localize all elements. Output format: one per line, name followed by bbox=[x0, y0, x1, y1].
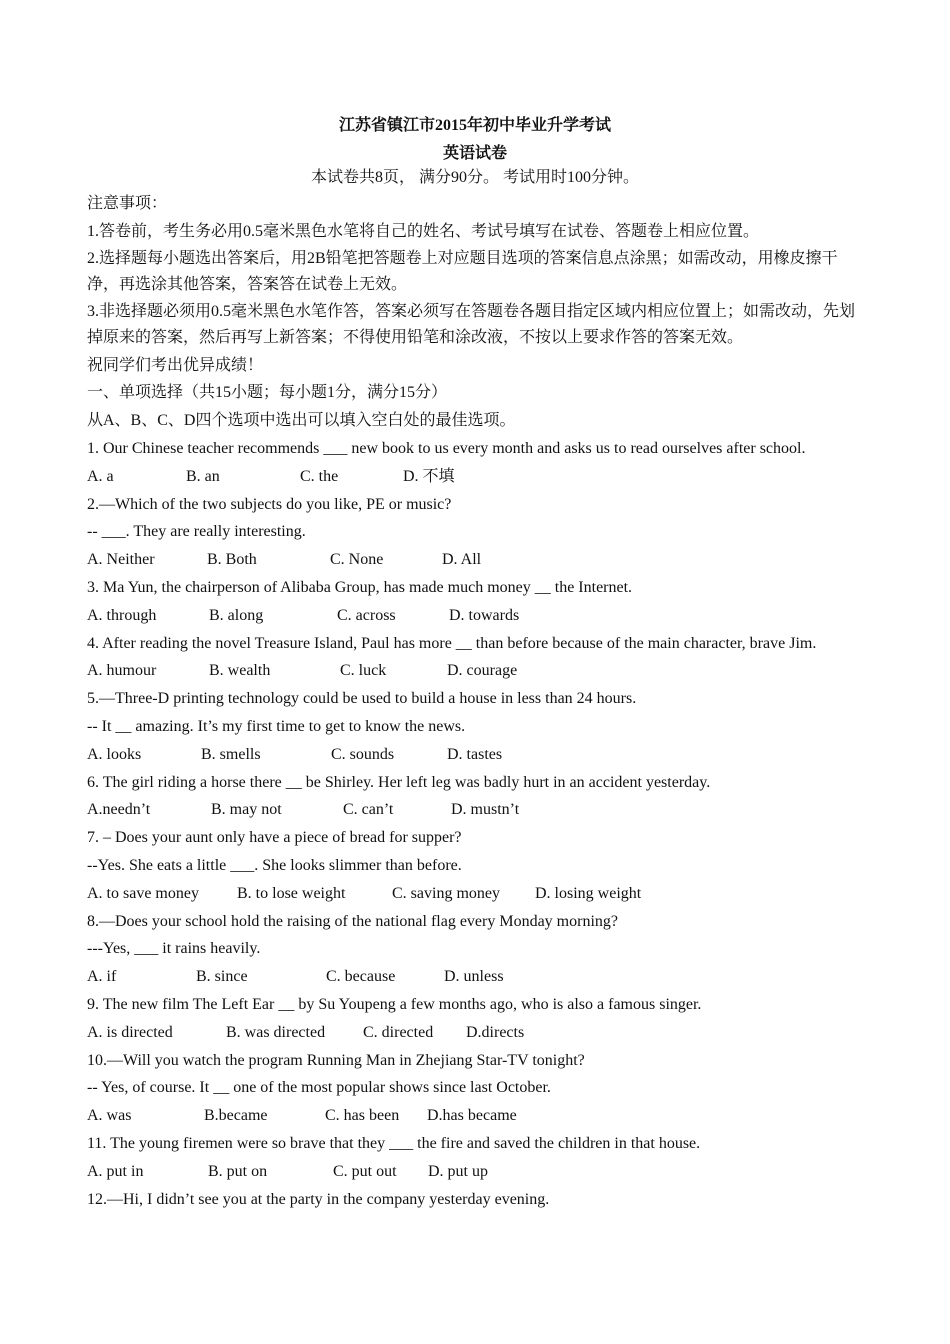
question-6-stem: 6. The girl riding a horse there __ be Shirley. Her left leg was badly hurt in an accident yesterday. bbox=[87, 773, 711, 791]
notice-item-1: 1.答卷前，考生务必用0.5毫米黑色水笔将自己的姓名、考试号填写在试卷、答题卷上相应位置。 bbox=[87, 222, 760, 240]
section1-heading: 一、单项选择（共15小题；每小题1分，满分15分） bbox=[87, 384, 448, 402]
question-8-options bbox=[87, 963, 865, 991]
option-c: C. directed bbox=[363, 1023, 434, 1041]
question-10-options bbox=[87, 1102, 865, 1130]
option-a: A.needn’t bbox=[87, 801, 151, 819]
question-2-stem: 2.—Which of the two subjects do you like, PE or music? bbox=[87, 495, 452, 513]
option-a: A. if bbox=[87, 968, 117, 986]
option-b: B. an bbox=[186, 467, 220, 485]
option-b: B. smells bbox=[201, 745, 261, 763]
question-7-stem: 7. – Does your aunt only have a piece of bread for supper? bbox=[87, 829, 462, 847]
option-b: B. since bbox=[196, 968, 248, 986]
question-5-reply: -- It __ amazing. It’s my first time to get to know the news. bbox=[87, 717, 466, 735]
question-2-reply: -- ___. They are really interesting. bbox=[87, 523, 306, 541]
option-a: A. was bbox=[87, 1107, 132, 1125]
option-d: D. courage bbox=[447, 662, 518, 680]
question-4-options bbox=[87, 657, 865, 685]
question-10-reply: -- Yes, of course. It __ one of the most popular shows since last October. bbox=[87, 1079, 551, 1097]
option-d: D.directs bbox=[466, 1023, 525, 1041]
question-9-options bbox=[87, 1019, 865, 1047]
option-d: D. tastes bbox=[447, 745, 503, 763]
question-3-options bbox=[87, 602, 865, 630]
option-a: A. through bbox=[87, 606, 157, 624]
exam-title: 江苏省镇江市2015年初中毕业升学考试 bbox=[338, 117, 611, 134]
option-c: C. has been bbox=[325, 1107, 400, 1125]
option-d: D.has became bbox=[427, 1107, 517, 1125]
notice-item-2: 2.选择题每小题选出答案后，用2B铅笔把答题卷上对应题目选项的答案信息点涂黑；如需改动，用橡皮擦干净，再选涂其他答案，答案答在试卷上无效。 bbox=[87, 249, 838, 294]
option-a: A. is directed bbox=[87, 1023, 173, 1041]
question-2-options bbox=[87, 546, 865, 574]
question-7-options bbox=[87, 880, 865, 908]
option-b: B. may not bbox=[211, 801, 282, 819]
notice-heading: 注意事项： bbox=[87, 195, 168, 212]
option-d: D. towards bbox=[449, 606, 520, 624]
option-c: C. put out bbox=[333, 1162, 397, 1180]
exam-subtitle: 英语试卷 bbox=[442, 145, 507, 162]
option-b: B.became bbox=[204, 1107, 268, 1125]
option-b: B. put on bbox=[208, 1162, 268, 1180]
question-12-stem: 12.—Hi, I didn’t see you at the party in the company yesterday evening. bbox=[87, 1190, 550, 1208]
option-a: A. a bbox=[87, 467, 114, 485]
question-7-reply: --Yes. She eats a little ___. She looks slimmer than before. bbox=[87, 856, 462, 874]
question-10-stem: 10.—Will you watch the program Running Man in Zhejiang Star-TV tonight? bbox=[87, 1051, 585, 1069]
option-c: C. None bbox=[330, 551, 384, 569]
notice-wish: 祝同学们考出优异成绩！ bbox=[87, 356, 264, 374]
option-c: C. across bbox=[337, 606, 396, 624]
exam-info: 本试卷共8页， 满分90分。 考试用时100分钟。 bbox=[310, 169, 639, 186]
question-1-stem: 1. Our Chinese teacher recommends ___ new book to us every month and asks us to read ourselves after school. bbox=[87, 439, 806, 457]
option-b: B. was directed bbox=[226, 1023, 326, 1041]
option-c: C. luck bbox=[340, 662, 387, 680]
option-c: C. sounds bbox=[331, 745, 395, 763]
question-5-stem: 5.—Three-D printing technology could be used to build a house in less than 24 hours. bbox=[87, 690, 637, 708]
question-9-stem: 9. The new film The Left Ear __ by Su Youpeng a few months ago, who is also a famous singer. bbox=[87, 995, 702, 1013]
option-d: D. losing weight bbox=[535, 884, 642, 902]
option-b: B. wealth bbox=[209, 662, 271, 680]
option-b: B. to lose weight bbox=[237, 884, 346, 902]
option-d: D. All bbox=[442, 551, 482, 569]
option-a: A. Neither bbox=[87, 551, 155, 569]
option-c: C. because bbox=[326, 968, 396, 986]
question-4-stem: 4. After reading the novel Treasure Island, Paul has more __ than before because of the main character, brave Jim. bbox=[87, 634, 817, 652]
option-c: C. the bbox=[300, 467, 339, 485]
option-a: A. put in bbox=[87, 1162, 144, 1180]
option-d: D. put up bbox=[428, 1162, 488, 1180]
option-a: A. humour bbox=[87, 662, 157, 680]
question-8-reply: ---Yes, ___ it rains heavily. bbox=[87, 940, 261, 958]
section1-instruction: 从A、B、C、D四个选项中选出可以填入空白处的最佳选项。 bbox=[87, 412, 516, 430]
notice-item-3: 3.非选择题必须用0.5毫米黑色水笔作答，答案必须写在答题卷各题目指定区域内相应位置上；如需改动，先划掉原来的答案，然后再写上新答案；不得使用铅笔和涂改液，不按以上要求作答的答案无效。 bbox=[87, 302, 856, 347]
question-3-stem: 3. Ma Yun, the chairperson of Alibaba Group, has made much money __ the Internet. bbox=[87, 578, 633, 596]
option-a: A. looks bbox=[87, 745, 142, 763]
question-1-options bbox=[87, 463, 865, 491]
question-8-stem: 8.—Does your school hold the raising of the national flag every Monday morning? bbox=[87, 912, 618, 930]
option-d: D. unless bbox=[444, 968, 504, 986]
option-a: A. to save money bbox=[87, 884, 199, 902]
option-d: D. mustn’t bbox=[451, 801, 520, 819]
option-c: C. saving money bbox=[392, 884, 500, 902]
option-d: D. 不填 bbox=[403, 467, 455, 485]
question-11-options bbox=[87, 1158, 865, 1186]
question-11-stem: 11. The young firemen were so brave that they ___ the fire and saved the children in that house. bbox=[87, 1134, 701, 1152]
question-5-options bbox=[87, 741, 865, 769]
question-6-options bbox=[87, 796, 865, 824]
option-b: B. along bbox=[209, 606, 264, 624]
option-b: B. Both bbox=[207, 551, 257, 569]
option-c: C. can’t bbox=[343, 801, 394, 819]
exam-body bbox=[87, 190, 865, 1213]
